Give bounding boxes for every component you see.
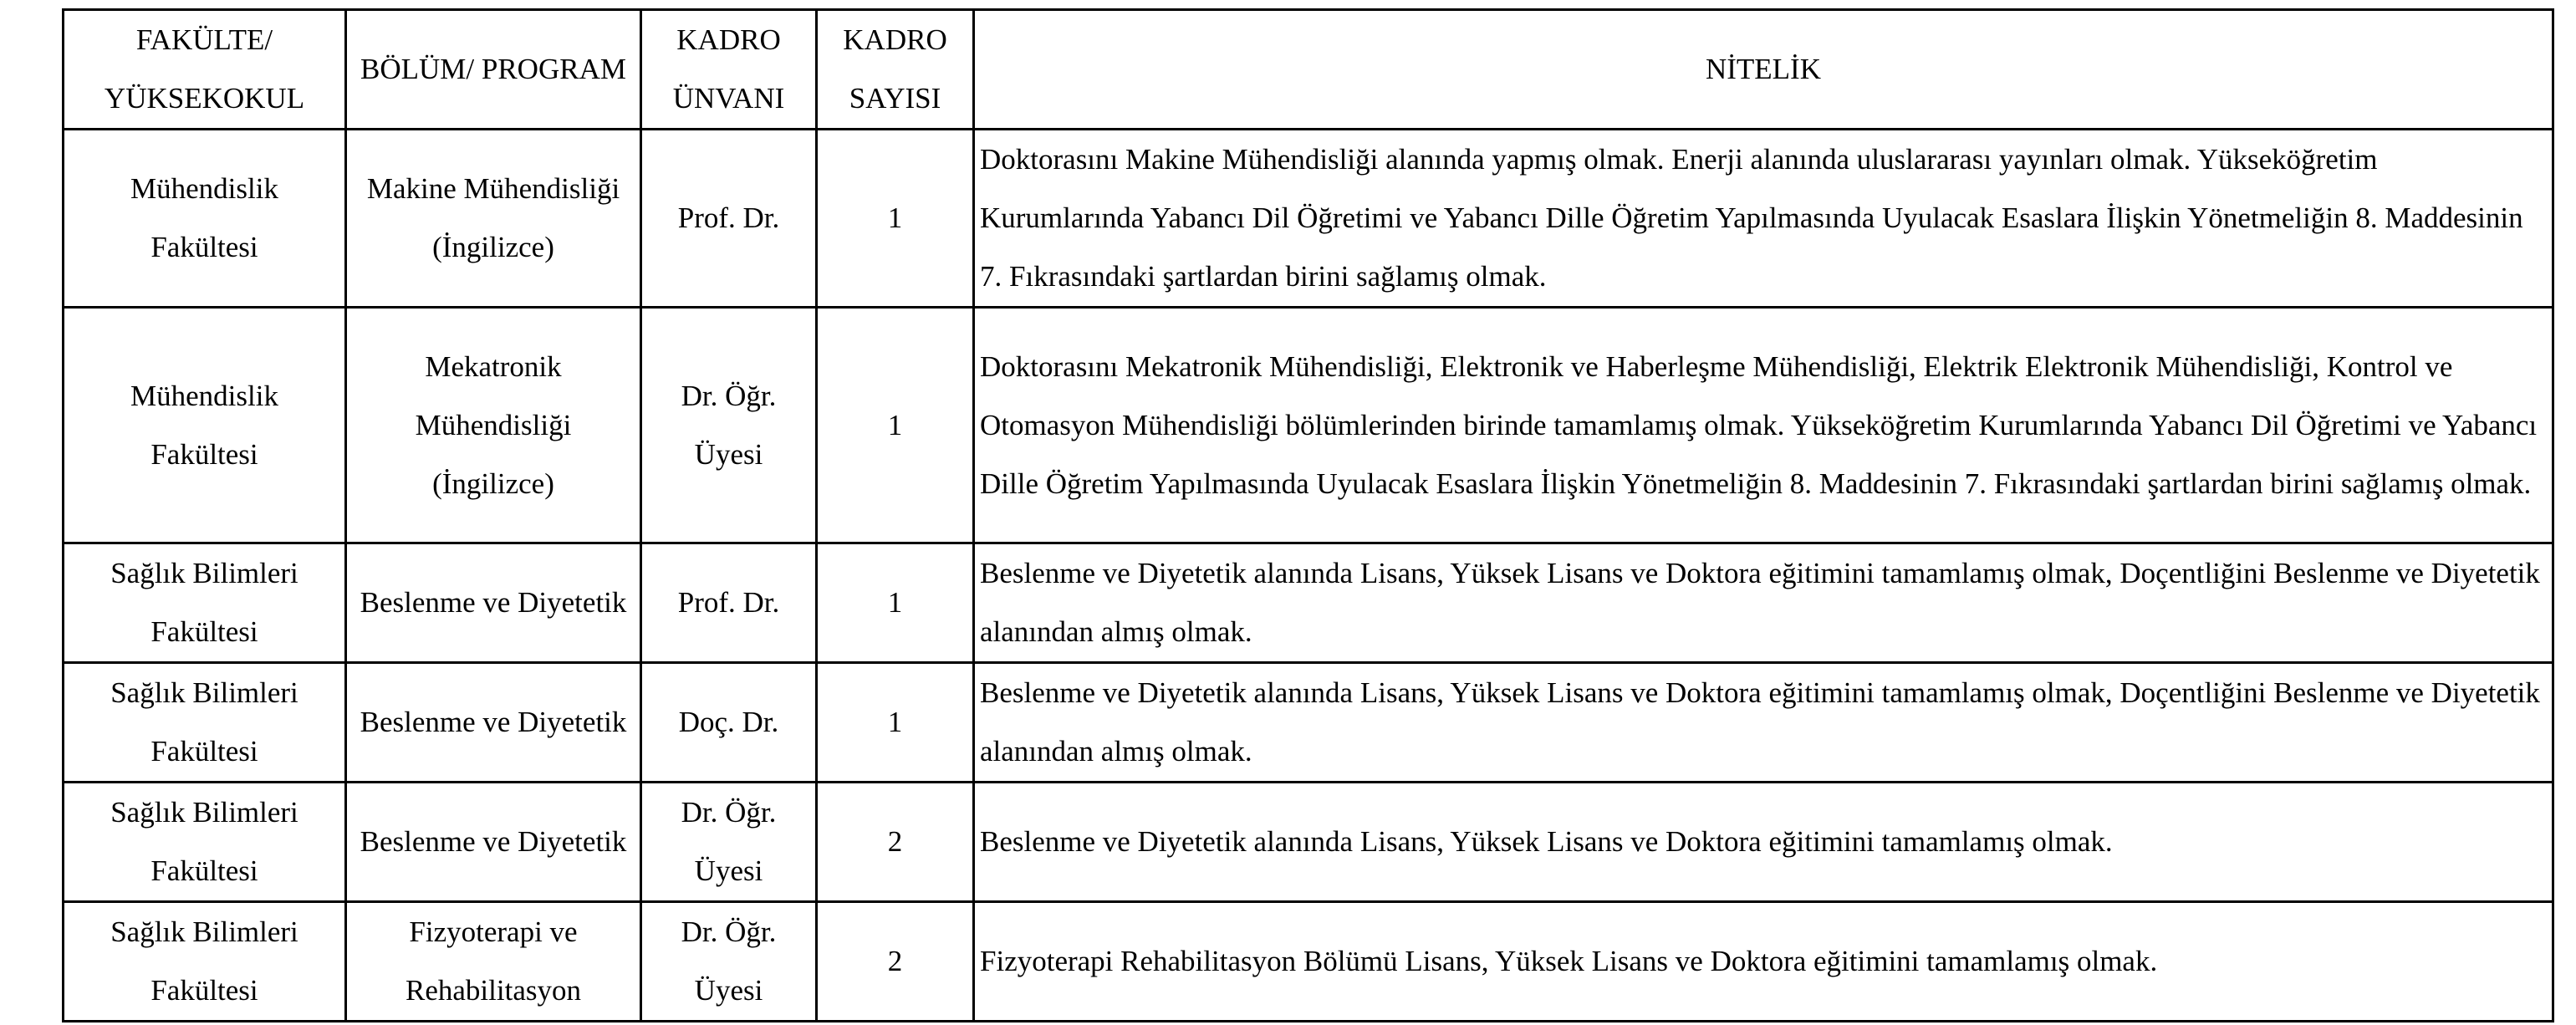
bolum-line: Rehabilitasyon bbox=[406, 974, 581, 1007]
cell-unvan bbox=[641, 902, 817, 1022]
cell-bolum bbox=[346, 308, 641, 543]
cell-fakulte bbox=[64, 663, 346, 783]
table-row bbox=[64, 130, 2553, 308]
bolum-line: Beslenme ve Diyetetik bbox=[360, 825, 627, 858]
cell-fakulte bbox=[64, 543, 346, 663]
header-unvan-line2: ÜNVANI bbox=[672, 82, 785, 115]
bolum-line: Mühendisliği bbox=[415, 408, 572, 441]
fakulte-line: Fakültesi bbox=[150, 615, 258, 648]
cell-fakulte bbox=[64, 902, 346, 1022]
fakulte-line: Fakültesi bbox=[150, 231, 258, 263]
bolum-line: (İngilizce) bbox=[432, 467, 554, 500]
cell-sayi: 1 bbox=[817, 543, 974, 663]
cell-fakulte bbox=[64, 783, 346, 902]
unvan-line: Üyesi bbox=[694, 437, 763, 471]
header-nitelik: NİTELİK bbox=[974, 10, 2553, 130]
bolum-line: Mekatronik bbox=[425, 349, 562, 383]
unvan-line: Dr. Öğr. bbox=[681, 796, 777, 829]
cell-bolum bbox=[346, 130, 641, 308]
header-sayi bbox=[817, 10, 974, 130]
table-row bbox=[64, 543, 2553, 663]
table-row bbox=[64, 663, 2553, 783]
cell-unvan bbox=[641, 308, 817, 543]
cell-nitelik: Doktorasını Mekatronik Mühendisliği, Elektronik ve Haberleşme Mühendisliği, Elektrik Elektronik Mühendisliği, Kontrol ve Otomasyon Mühendisliği bölümlerinden birinde tamamlamış olmak. Yükseköğretim Kurumlarında Yabancı Dil Öğretimi ve Yabancı Dille Öğretim Yapılmasında Uyulacak Esaslara İlişkin Yönetmeliğin 8. Maddesinin 7. Fıkrasındaki şartlardan birini sağlamış olmak. bbox=[974, 308, 2553, 543]
cell-nitelik: Doktorasını Makine Mühendisliği alanında yapmış olmak. Enerji alanında uluslararası yayınları olmak. Yükseköğretim Kurumlarında Yabancı Dil Öğretimi ve Yabancı Dille Öğretim Yapılmasında Uyulacak Esaslara İlişkin Yönetmeliğin 8. Maddesinin 7. Fıkrasındaki şartlardan birini sağlamış olmak. bbox=[974, 130, 2553, 308]
cell-sayi: 2 bbox=[817, 783, 974, 902]
unvan-line: Prof. Dr. bbox=[677, 201, 780, 234]
unvan-line: Doç. Dr. bbox=[678, 706, 779, 738]
cell-sayi: 1 bbox=[817, 308, 974, 543]
header-bolum: BÖLÜM/ PROGRAM bbox=[346, 10, 641, 130]
cell-bolum bbox=[346, 902, 641, 1022]
unvan-line: Dr. Öğr. bbox=[681, 915, 777, 948]
fakulte-line: Sağlık Bilimleri bbox=[110, 557, 298, 589]
fakulte-line: Mühendislik bbox=[130, 379, 278, 412]
fakulte-line: Sağlık Bilimleri bbox=[110, 796, 298, 829]
cell-nitelik: Beslenme ve Diyetetik alanında Lisans, Yüksek Lisans ve Doktora eğitimini tamamlamış olmak, Doçentliğini Beslenme ve Diyetetik alanından almış olmak. bbox=[974, 543, 2553, 663]
bolum-line: Makine Mühendisliği bbox=[366, 172, 620, 205]
fakulte-line: Mühendislik bbox=[130, 172, 278, 205]
header-unvan-line1: KADRO bbox=[676, 23, 781, 56]
bolum-line: Beslenme ve Diyetetik bbox=[360, 586, 627, 619]
header-unvan bbox=[641, 10, 817, 130]
fakulte-line: Fakültesi bbox=[150, 974, 258, 1007]
bolum-line: (İngilizce) bbox=[432, 231, 554, 263]
cell-unvan bbox=[641, 663, 817, 783]
header-fakulte-line1: FAKÜLTE/ bbox=[135, 23, 273, 56]
cell-unvan bbox=[641, 783, 817, 902]
table-header-row bbox=[64, 10, 2553, 130]
bolum-line: Beslenme ve Diyetetik bbox=[360, 706, 627, 738]
cell-nitelik: Fizyoterapi Rehabilitasyon Bölümü Lisans, Yüksek Lisans ve Doktora eğitimini tamamlamış olmak. bbox=[974, 902, 2553, 1022]
fakulte-line: Fakültesi bbox=[150, 437, 258, 471]
fakulte-line: Fakültesi bbox=[150, 735, 258, 767]
unvan-line: Prof. Dr. bbox=[677, 586, 780, 619]
cell-unvan bbox=[641, 130, 817, 308]
header-sayi-line2: SAYISI bbox=[849, 82, 941, 115]
cell-nitelik: Beslenme ve Diyetetik alanında Lisans, Yüksek Lisans ve Doktora eğitimini tamamlamış olmak, Doçentliğini Beslenme ve Diyetetik alanından almış olmak. bbox=[974, 663, 2553, 783]
fakulte-line: Sağlık Bilimleri bbox=[110, 915, 298, 948]
cell-unvan bbox=[641, 543, 817, 663]
table-row bbox=[64, 902, 2553, 1022]
cell-sayi: 2 bbox=[817, 902, 974, 1022]
unvan-line: Üyesi bbox=[694, 974, 763, 1007]
cell-sayi: 1 bbox=[817, 663, 974, 783]
fakulte-line: Sağlık Bilimleri bbox=[110, 676, 298, 709]
cell-sayi: 1 bbox=[817, 130, 974, 308]
unvan-line: Üyesi bbox=[694, 854, 763, 887]
bolum-line: Fizyoterapi ve bbox=[409, 915, 578, 948]
fakulte-line: Fakültesi bbox=[150, 854, 258, 887]
staff-positions-table bbox=[62, 8, 2554, 1022]
unvan-line: Dr. Öğr. bbox=[681, 379, 777, 412]
cell-nitelik: Beslenme ve Diyetetik alanında Lisans, Yüksek Lisans ve Doktora eğitimini tamamlamış olmak. bbox=[974, 783, 2553, 902]
cell-bolum bbox=[346, 663, 641, 783]
table-row bbox=[64, 783, 2553, 902]
cell-bolum bbox=[346, 783, 641, 902]
header-fakulte-line2: YÜKSEKOKUL bbox=[104, 82, 305, 115]
header-fakulte bbox=[64, 10, 346, 130]
cell-fakulte bbox=[64, 130, 346, 308]
table-row bbox=[64, 308, 2553, 543]
cell-bolum bbox=[346, 543, 641, 663]
header-sayi-line1: KADRO bbox=[843, 23, 947, 56]
cell-fakulte bbox=[64, 308, 346, 543]
